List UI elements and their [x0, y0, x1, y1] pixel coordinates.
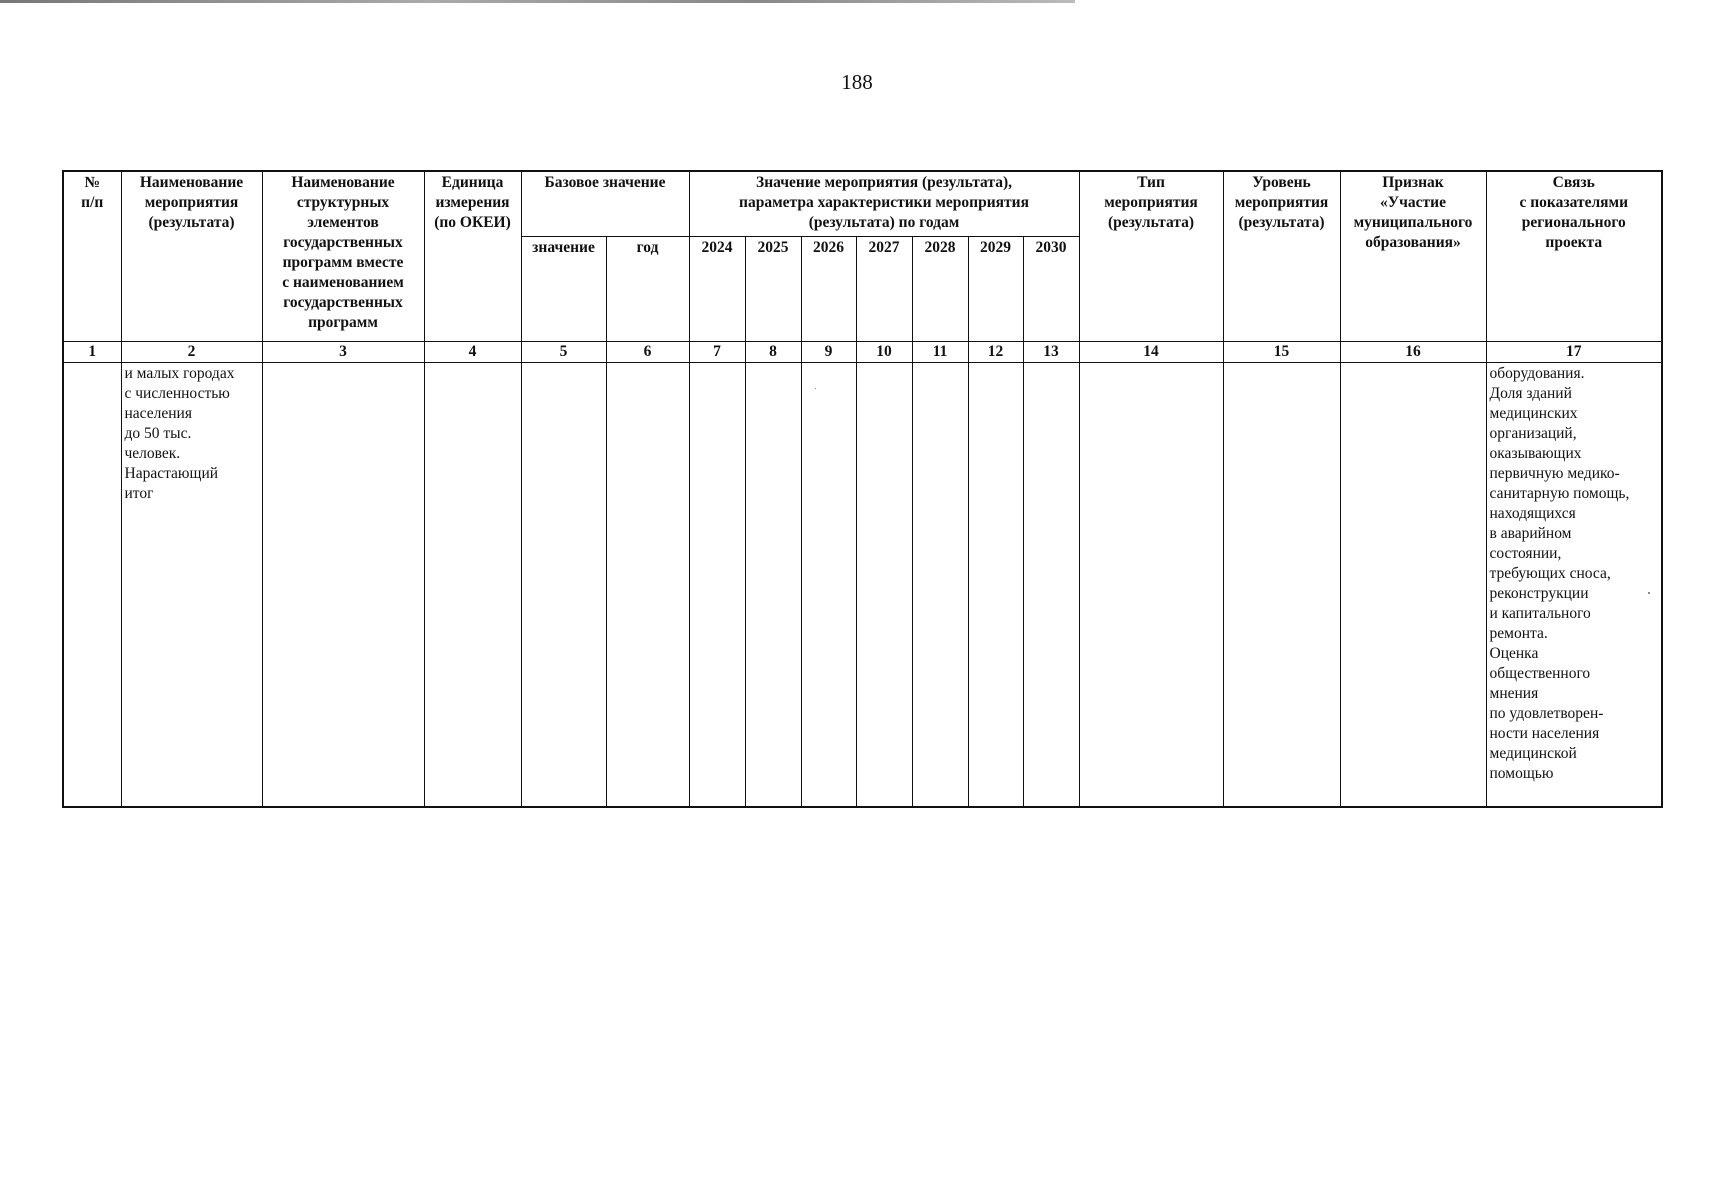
- header-base-value: Базовое значение: [521, 171, 689, 237]
- column-number: 16: [1340, 342, 1486, 363]
- cell-number: [63, 363, 121, 808]
- table-header: [63, 171, 1662, 342]
- header-year-2026: 2026: [801, 237, 856, 342]
- column-number: 9: [801, 342, 856, 363]
- column-number: 12: [968, 342, 1023, 363]
- header-base-value-value: значение: [521, 237, 606, 342]
- column-number: 2: [121, 342, 262, 363]
- cell-municipal-participation: [1340, 363, 1486, 808]
- activities-table: [62, 170, 1663, 808]
- scan-speck: [1648, 592, 1650, 594]
- column-number: 5: [521, 342, 606, 363]
- cell-unit: [424, 363, 521, 808]
- column-number: 17: [1486, 342, 1662, 363]
- page-number: 188: [841, 70, 873, 94]
- header-municipal-participation: Признак «Участие муниципального образования»: [1340, 171, 1486, 342]
- cell-year-2025: [745, 363, 801, 808]
- column-number: 8: [745, 342, 801, 363]
- cell-year-2027: [856, 363, 912, 808]
- cell-activity-name: и малых городах с численностью населения до 50 тыс. человек. Нарастающий итог: [121, 363, 262, 808]
- header-year-2025: 2025: [745, 237, 801, 342]
- header-regional-project-link: Связь с показателями регионального проекта: [1486, 171, 1662, 342]
- column-number: 7: [689, 342, 745, 363]
- cell-year-2026: [801, 363, 856, 808]
- header-year-2028: 2028: [912, 237, 968, 342]
- header-unit: Единица измерения (по ОКЕИ): [424, 171, 521, 342]
- scan-speck: [815, 388, 816, 389]
- column-numbers-row: [63, 342, 1662, 363]
- header-structural-elements: Наименование структурных элементов государственных программ вместе с наименованием государственных программ: [262, 171, 424, 342]
- cell-activity-level: [1223, 363, 1340, 808]
- header-base-value-year: год: [606, 237, 689, 342]
- header-activity-name: Наименование мероприятия (результата): [121, 171, 262, 342]
- table-row: [63, 363, 1662, 808]
- column-number: 10: [856, 342, 912, 363]
- scan-edge-artifact: [0, 0, 1075, 3]
- cell-regional-project-link: оборудования. Доля зданий медицинских организаций, оказывающих первичную медико- санитарную помощь, находящихся в аварийном состоянии, требующих сноса, реконструкции и капитального ремонта. Оценка общественного мнения по удовлетворен- ности населения медицинской помощью: [1486, 363, 1662, 808]
- cell-structural-elements: [262, 363, 424, 808]
- header-values-by-year: Значение мероприятия (результата), параметра характеристики мероприятия (результата) по годам: [689, 171, 1079, 237]
- header-number: № п/п: [63, 171, 121, 342]
- header-activity-level: Уровень мероприятия (результата): [1223, 171, 1340, 342]
- header-year-2027: 2027: [856, 237, 912, 342]
- column-number: 14: [1079, 342, 1223, 363]
- column-number: 3: [262, 342, 424, 363]
- cell-base-year: [606, 363, 689, 808]
- cell-base-value: [521, 363, 606, 808]
- cell-year-2028: [912, 363, 968, 808]
- column-number: 15: [1223, 342, 1340, 363]
- header-year-2024: 2024: [689, 237, 745, 342]
- header-year-2030: 2030: [1023, 237, 1079, 342]
- column-number: 6: [606, 342, 689, 363]
- header-year-2029: 2029: [968, 237, 1023, 342]
- cell-year-2029: [968, 363, 1023, 808]
- header-activity-type: Тип мероприятия (результата): [1079, 171, 1223, 342]
- column-number: 11: [912, 342, 968, 363]
- cell-year-2024: [689, 363, 745, 808]
- cell-activity-type: [1079, 363, 1223, 808]
- column-number: 13: [1023, 342, 1079, 363]
- column-number: 1: [63, 342, 121, 363]
- cell-year-2030: [1023, 363, 1079, 808]
- column-number: 4: [424, 342, 521, 363]
